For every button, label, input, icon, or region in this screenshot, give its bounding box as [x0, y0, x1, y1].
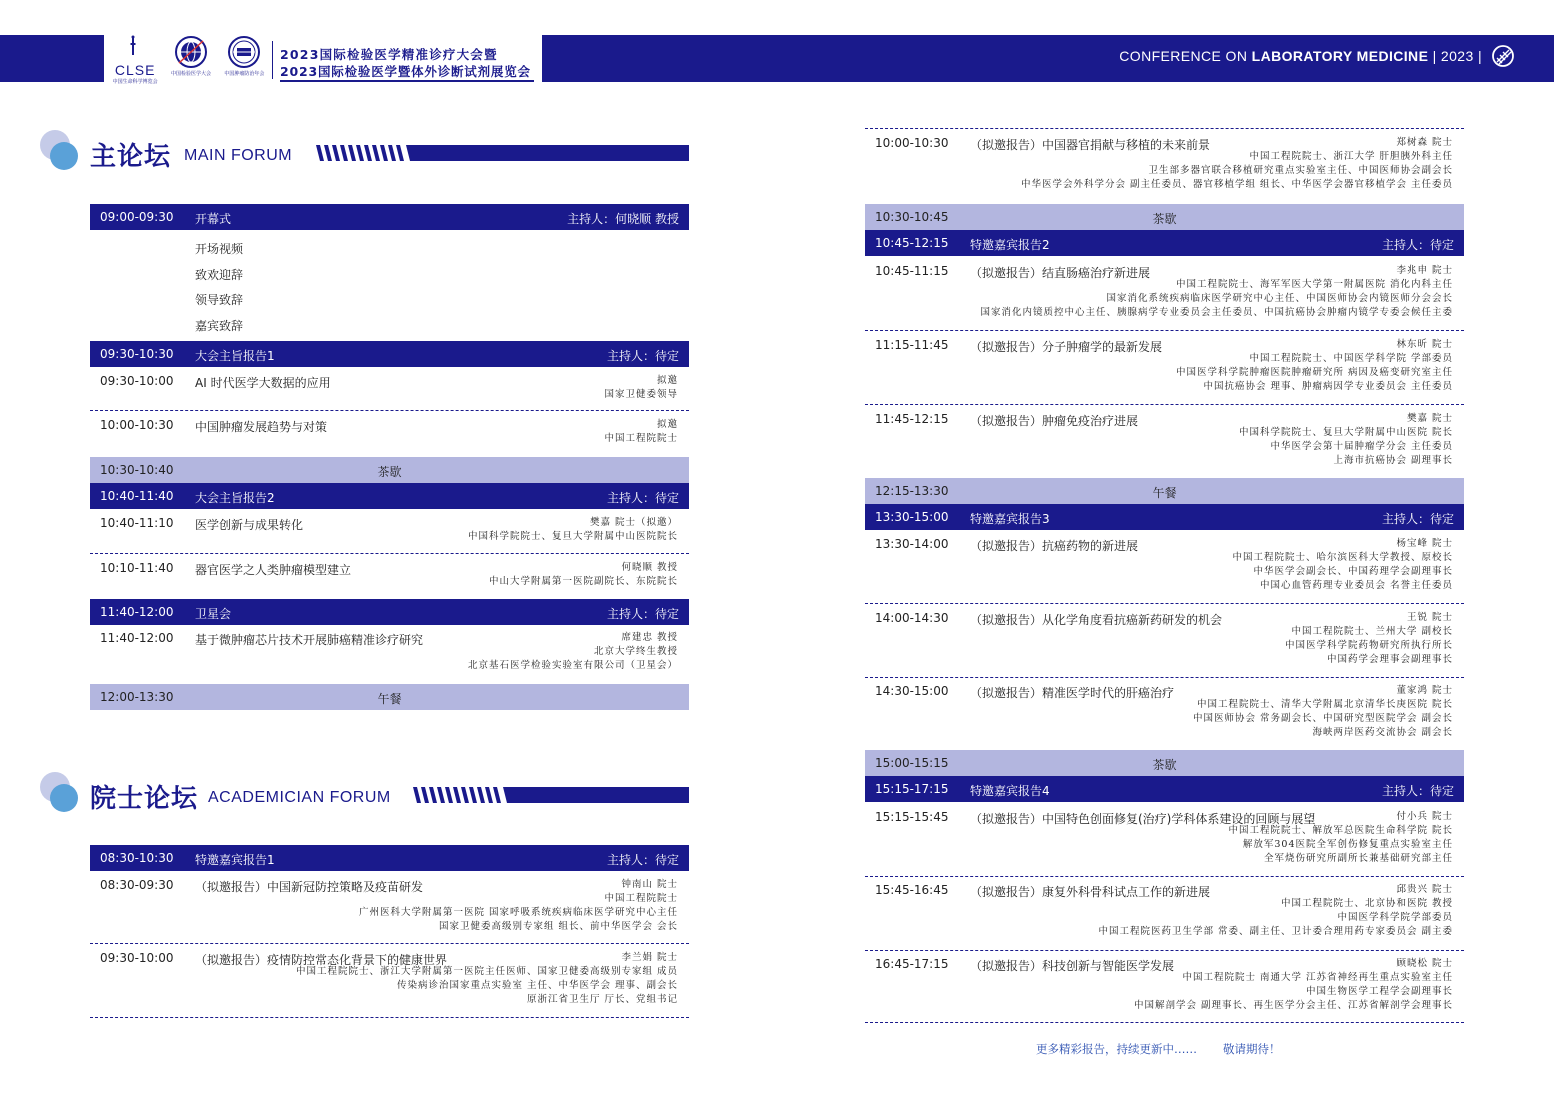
talk-title: （拟邀报告）结直肠癌治疗新进展 [970, 266, 1151, 280]
talk-time: 10:40-11:10 [100, 516, 174, 530]
talk-title: （拟邀报告）康复外科骨科试点工作的新进展 [970, 885, 1211, 899]
talk-time: 10:00-10:30 [100, 418, 174, 432]
break-time: 15:00-15:15 [875, 756, 949, 770]
talk-speaker: 樊嘉 院士（拟邀） 中国科学院院士、复旦大学附属中山医院院长 [467, 517, 678, 542]
break-time: 10:30-10:45 [875, 210, 949, 224]
session-time: 11:40-12:00 [100, 605, 174, 619]
talk-time: 09:30-10:00 [100, 951, 174, 965]
session-host: 主持人：待定 [606, 349, 679, 363]
clse-logo-text: CLSE [114, 62, 156, 78]
session-time: 09:30-10:30 [100, 347, 174, 361]
talk-item [90, 561, 689, 593]
opening-item: 嘉宾致辞 [195, 319, 244, 333]
opening-band [90, 204, 689, 230]
talk-speaker: 付小兵 院士 中国工程院院士、解放军总医院生命科学院 院长 解放军304医院全军创伤修复重点实验室主任 全军烧伤研究所副所长兼基础研究部主任 [1228, 811, 1453, 864]
bubble-decoration [40, 772, 86, 818]
talk-item [865, 264, 1464, 322]
talk-title: （拟邀报告）科技创新与智能医学发展 [970, 959, 1175, 973]
talk-speaker: 拟邀 国家卫健委领导 [604, 375, 678, 400]
dashed-divider [865, 1022, 1464, 1023]
talk-title: （拟邀报告）中国新冠防控策略及疫苗研发 [195, 880, 424, 894]
talk-speaker: 何晓顺 教授 中山大学附属第一医院副院长、东院院长 [488, 562, 678, 587]
academician-forum-heading [40, 772, 689, 812]
dashed-divider [865, 128, 1464, 129]
talk-time: 15:15-15:45 [875, 810, 949, 824]
session-name: 大会主旨报告1 [195, 349, 275, 363]
event-title-line1: 2023国际检验医学精准诊疗大会暨 [280, 47, 498, 62]
conference-title-prefix: CONFERENCE ON [1119, 48, 1252, 64]
talk-title: （拟邀报告）分子肿瘤学的最新发展 [970, 340, 1163, 354]
break-band [865, 204, 1464, 230]
talk-speaker: 王锐 院士 中国工程院院士、兰州大学 副校长 中国医学科学院药物研究所执行所长 中国药学会理事会副理事长 [1284, 612, 1453, 665]
session-time: 13:30-15:00 [875, 510, 949, 524]
talk-speaker: 董家鸿 院士 中国工程院院士、清华大学附属北京清华长庚医院 院长 中国医师协会 常务副会长、中国研究型医院学会 副会长 海峡两岸医药交流协会 副会长 [1192, 685, 1453, 738]
dashed-divider [865, 404, 1464, 405]
talk-item [90, 951, 689, 1009]
talk-title: AI 时代医学大数据的应用 [195, 376, 331, 390]
lunch-band [865, 478, 1464, 504]
lunch-band [90, 684, 689, 710]
talk-title: （拟邀报告）肿瘤免疫治疗进展 [970, 414, 1139, 428]
break-band [865, 750, 1464, 776]
more-reports-note [1036, 1041, 1281, 1057]
academician-forum-title-en: ACADEMICIAN FORUM [208, 789, 391, 806]
talk-item [90, 374, 689, 406]
dashed-divider [865, 950, 1464, 951]
talk-time: 13:30-14:00 [875, 537, 949, 551]
conference-title-suffix: | 2023 | [1428, 48, 1482, 64]
lunch-time: 12:00-13:30 [100, 690, 174, 704]
session-host: 主持人：待定 [1381, 238, 1454, 252]
more-reports-text: 更多精彩报告，持续更新中…… [1036, 1042, 1197, 1056]
break-time: 10:30-10:40 [100, 463, 174, 477]
lunch-label: 午餐 [377, 692, 402, 706]
clse-logo-caption: 中国生命科学博览会 [112, 79, 158, 85]
main-forum-title-en: MAIN FORUM [184, 147, 293, 164]
talk-title: （拟邀报告）中国器官捐献与移植的未来前景 [970, 138, 1211, 152]
session-band [90, 599, 689, 625]
talk-time: 10:45-11:15 [875, 264, 949, 278]
talk-item [865, 338, 1464, 396]
talk-item [865, 412, 1464, 470]
talk-time: 10:10-11:40 [100, 561, 174, 575]
talk-speaker: 李兆申 院士 中国工程院院士、海军军医大学第一附属医院 消化内科主任 国家消化系统疾病临床医学研究中心主任、中国医师协会内镜医师分会会长 国家消化内镜质控中心主任、胰腺病学专业委员会主任委员、中国抗癌协会肿瘤内镜学专委会候任主委 [980, 265, 1453, 318]
opening-item: 领导致辞 [195, 293, 244, 307]
bubble-decoration [40, 130, 86, 176]
session-name: 特邀嘉宾报告2 [970, 238, 1050, 252]
talk-title: 中国肿瘤发展趋势与对策 [195, 420, 328, 434]
session-time: 08:30-10:30 [100, 851, 174, 865]
talk-title: （拟邀报告）抗癌药物的新进展 [970, 539, 1139, 553]
session-band [865, 776, 1464, 802]
talk-item [865, 684, 1464, 742]
session-band [90, 341, 689, 367]
talk-title: 器官医学之人类肿瘤模型建立 [195, 563, 352, 577]
header-banner-left [0, 35, 104, 82]
session-time: 10:45-12:15 [875, 236, 949, 250]
session-host: 主持人：待定 [606, 491, 679, 505]
event-title-line2: 2023国际检验医学暨体外诊断试剂展览会 [280, 64, 531, 79]
session-name: 特邀嘉宾报告1 [195, 853, 275, 867]
talk-speaker: 拟邀 中国工程院院士 [604, 419, 678, 444]
dashed-divider [90, 410, 689, 411]
talk-item [90, 516, 689, 548]
talk-speaker: 樊嘉 院士 中国科学院院士、复旦大学附属中山医院 院长 中华医学会第十届肿瘤学分会 主任委员 上海市抗癌协会 副理事长 [1238, 413, 1453, 466]
talk-speaker: 邱贵兴 院士 中国工程院院士、北京协和医院 教授 中国医学科学院学部委员 中国工程院医药卫生学部 常委、副主任、卫计委合理用药专家委员会 副主委 [1098, 884, 1453, 937]
talk-title: （拟邀报告）从化学角度看抗癌新药研发的机会 [970, 613, 1223, 627]
break-band [90, 457, 689, 483]
talk-time: 16:45-17:15 [875, 957, 949, 971]
talk-time: 11:40-12:00 [100, 631, 174, 645]
talk-item [865, 883, 1464, 941]
talk-item [90, 631, 689, 677]
dashed-divider [90, 943, 689, 944]
session-host: 主持人：待定 [606, 607, 679, 621]
cancer-conf-caption: 中国肿瘤防治年会 [224, 71, 265, 77]
dna-hand-icon [1488, 44, 1516, 70]
talk-title: 医学创新与成果转化 [195, 518, 304, 532]
session-band [865, 504, 1464, 530]
break-label: 茶歇 [1152, 758, 1177, 772]
talk-time: 08:30-09:30 [100, 878, 174, 892]
session-band [90, 845, 689, 871]
hatched-bar-decoration [413, 787, 689, 803]
main-forum-title-cn: 主论坛 [90, 142, 172, 172]
talk-time: 10:00-10:30 [875, 136, 949, 150]
talk-speaker: 李兰娟 院士 中国工程院院士、浙江大学附属第一医院主任医师、国家卫健委高级别专家组 成员 传染病诊治国家重点实验室 主任、中华医学会 理事、副会长 原浙江省卫生厅 厅长、党组书记 [295, 952, 678, 1005]
session-host: 主持人：待定 [1381, 784, 1454, 798]
talk-time: 15:45-16:45 [875, 883, 949, 897]
dashed-divider [90, 553, 689, 554]
talk-time: 14:30-15:00 [875, 684, 949, 698]
session-name: 开幕式 [195, 212, 232, 226]
session-host: 主持人：何晓顺 教授 [567, 212, 679, 226]
dashed-divider [865, 603, 1464, 604]
talk-speaker: 钟南山 院士 中国工程院院士 广州医科大学附属第一医院 国家呼吸系统疾病临床医学研究中心主任 国家卫健委高级别专家组 组长、前中华医学会 会长 [358, 879, 678, 932]
session-name: 大会主旨报告2 [195, 491, 275, 505]
opening-item: 致欢迎辞 [195, 268, 244, 282]
conference-title-bold: LABORATORY MEDICINE [1251, 48, 1429, 64]
session-host: 主持人：待定 [606, 853, 679, 867]
talk-speaker: 席建忠 教授 北京大学终生教授 北京基石医学检验实验室有限公司（卫星会） [467, 632, 678, 671]
session-time: 09:00-09:30 [100, 210, 174, 224]
session-name: 卫星会 [195, 607, 232, 621]
stay-tuned-text: 敬请期待！ [1223, 1042, 1281, 1056]
talk-speaker: 郑树森 院士 中国工程院院士、浙江大学 肝胆胰外科主任 卫生部多器官联合移植研究重点实验室主任、中国医师协会副会长 中华医学会外科学分会 副主任委员、器官移植学组 组长、中华医学会器官移植学会 主任委员 [1020, 137, 1453, 190]
lab-congress-caption: 中国检验医学大会 [170, 71, 211, 77]
academician-forum-title-cn: 院士论坛 [90, 784, 199, 814]
talk-time: 09:30-10:00 [100, 374, 174, 388]
right-column [865, 0, 1464, 1102]
dashed-divider [865, 677, 1464, 678]
talk-speaker: 顾晓松 院士 中国工程院院士 南通大学 江苏省神经再生重点实验室主任 中国生物医学工程学会副理事长 中国解剖学会 副理事长、再生医学分会主任、江苏省解剖学会理事长 [1133, 958, 1453, 1011]
talk-item [865, 810, 1464, 868]
left-column [90, 0, 689, 1102]
lunch-time: 12:15-13:30 [875, 484, 949, 498]
session-band [865, 230, 1464, 256]
talk-speaker: 林东昕 院士 中国工程院院士、中国医学科学院 学部委员 中国医学科学院肿瘤医院肿瘤研究所 病因及癌变研究室主任 中国抗癌协会 理事、肿瘤病因学专业委员会 主任委员 [1175, 339, 1453, 392]
dashed-divider [90, 1017, 689, 1018]
talk-item [865, 136, 1464, 194]
session-time: 15:15-17:15 [875, 782, 949, 796]
talk-time: 14:00-14:30 [875, 611, 949, 625]
session-name: 特邀嘉宾报告4 [970, 784, 1050, 798]
talk-title: 基于微肿瘤芯片技术开展肺癌精准诊疗研究 [195, 633, 424, 647]
dashed-divider [865, 876, 1464, 877]
break-label: 茶歇 [377, 465, 402, 479]
talk-item [865, 957, 1464, 1015]
talk-item [90, 878, 689, 936]
talk-title: （拟邀报告）精准医学时代的肝癌治疗 [970, 686, 1175, 700]
talk-item [865, 611, 1464, 669]
talk-time: 11:15-11:45 [875, 338, 949, 352]
talk-time: 11:45-12:15 [875, 412, 949, 426]
talk-item [865, 537, 1464, 595]
lunch-label: 午餐 [1152, 486, 1177, 500]
talk-speaker: 杨宝峰 院士 中国工程院院士、哈尔滨医科大学教授、原校长 中华医学会副会长、中国药理学会副理事长 中国心血管药理专业委员会 名誉主任委员 [1232, 538, 1453, 591]
session-band [90, 483, 689, 509]
session-name: 特邀嘉宾报告3 [970, 512, 1050, 526]
dashed-divider [865, 330, 1464, 331]
talk-item [90, 418, 689, 450]
opening-item: 开场视频 [195, 242, 244, 256]
break-label: 茶歇 [1152, 212, 1177, 226]
talk-title: （拟邀报告）中国特色创面修复(治疗)学科体系建设的回顾与展望 [970, 812, 1316, 826]
session-time: 10:40-11:40 [100, 489, 174, 503]
session-host: 主持人：待定 [1381, 512, 1454, 526]
talk-title: （拟邀报告）疫情防控常态化背景下的健康世界 [195, 953, 448, 967]
